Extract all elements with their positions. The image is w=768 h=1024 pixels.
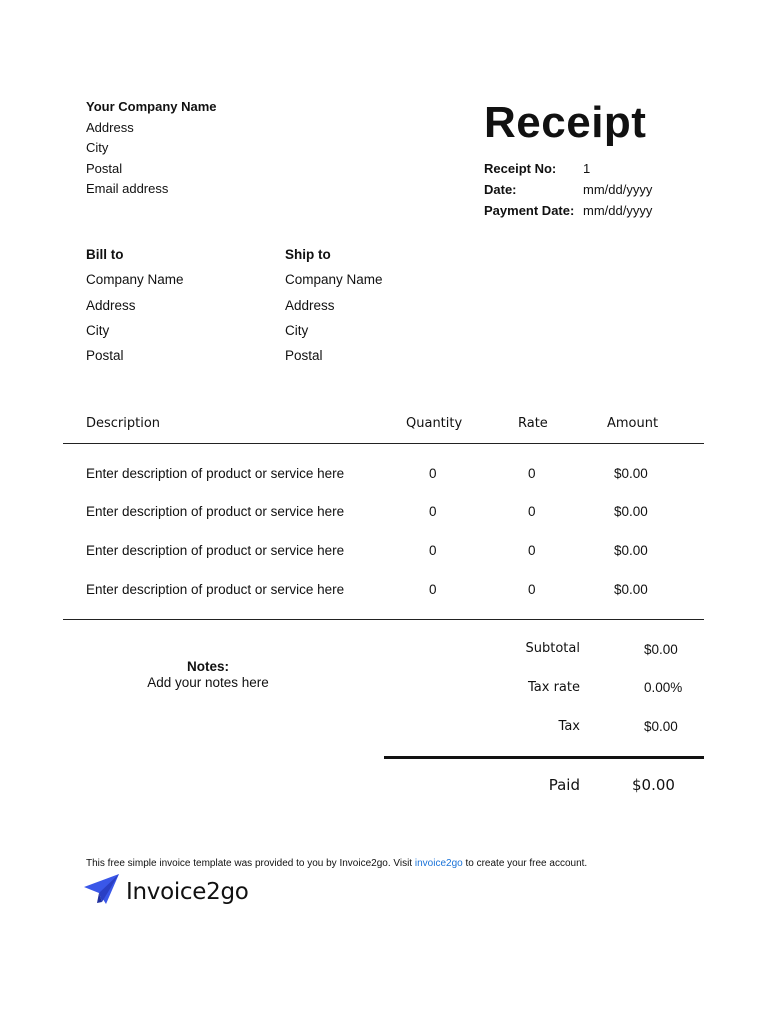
notes-text: Add your notes here	[147, 674, 269, 690]
header-quantity: Quantity	[406, 416, 463, 431]
table-bottom-divider	[63, 619, 704, 620]
paid-divider	[384, 756, 704, 759]
receipt-meta	[484, 158, 652, 221]
row-amount: $0.00	[614, 543, 648, 558]
footer-note	[86, 858, 587, 869]
company-name: Your Company Name	[86, 99, 217, 114]
tax-value: $0.00	[644, 719, 678, 734]
tax-rate-value: 0.00%	[644, 680, 683, 695]
row-description: Enter description of product or service here	[86, 543, 345, 558]
footer-text-after: to create your free account.	[462, 858, 588, 869]
row-amount: $0.00	[614, 504, 648, 519]
bill-to-company: Company Name	[86, 272, 184, 288]
company-block	[86, 97, 217, 200]
company-email: Email address	[86, 181, 169, 196]
bill-to-postal: Postal	[86, 348, 124, 364]
row-quantity: 0	[429, 504, 437, 519]
receipt-no-label: Receipt No:	[484, 161, 557, 176]
bill-to-city: City	[86, 322, 110, 338]
payment-date-row	[484, 200, 652, 221]
row-rate: 0	[528, 543, 536, 558]
receipt-no-row	[484, 158, 652, 179]
paid-label: Paid	[548, 776, 580, 794]
invoice2go-logo	[84, 873, 249, 910]
subtotal-value: $0.00	[644, 642, 678, 657]
row-amount: $0.00	[614, 466, 648, 481]
paid-value: $0.00	[632, 776, 675, 794]
row-quantity: 0	[429, 582, 437, 597]
ship-to-city: City	[285, 322, 309, 338]
header-description: Description	[86, 416, 161, 431]
company-address: Address	[86, 119, 134, 135]
notes-block	[140, 659, 276, 690]
bill-to-block	[86, 242, 184, 368]
bill-to-heading: Bill to	[86, 247, 124, 262]
ship-to-company: Company Name	[285, 272, 383, 288]
date-row	[484, 179, 652, 200]
tax-rate-label: Tax rate	[528, 680, 580, 695]
table-row	[0, 466, 768, 486]
receipt-no-value: 1	[583, 161, 591, 176]
company-city: City	[86, 140, 109, 155]
date-value: mm/dd/yyyy	[583, 182, 653, 197]
page-title: Receipt	[484, 98, 647, 147]
row-rate: 0	[528, 504, 536, 519]
tax-label: Tax	[558, 719, 580, 734]
row-quantity: 0	[429, 466, 437, 481]
row-description: Enter description of product or service here	[86, 466, 345, 481]
header-rate: Rate	[518, 416, 548, 431]
ship-to-postal: Postal	[285, 348, 323, 364]
row-description: Enter description of product or service here	[86, 582, 345, 597]
footer-text-before: This free simple invoice template was provided to you by Invoice2go. Visit	[86, 858, 415, 869]
table-row	[0, 582, 768, 602]
notes-heading: Notes:	[186, 659, 229, 674]
company-postal: Postal	[86, 160, 123, 176]
table-row	[0, 543, 768, 563]
row-quantity: 0	[429, 543, 437, 558]
ship-to-address: Address	[285, 297, 335, 313]
ship-to-heading: Ship to	[285, 247, 331, 262]
row-rate: 0	[528, 582, 536, 597]
table-header-divider	[63, 443, 704, 444]
table-row	[0, 504, 768, 524]
row-description: Enter description of product or service here	[86, 504, 345, 519]
subtotal-label: Subtotal	[525, 641, 580, 656]
row-rate: 0	[528, 466, 536, 481]
ship-to-block	[285, 242, 383, 368]
payment-date-value: mm/dd/yyyy	[583, 203, 653, 218]
row-amount: $0.00	[614, 582, 648, 597]
invoice2go-link[interactable]: invoice2go	[414, 858, 463, 869]
date-label: Date:	[484, 182, 517, 197]
logo-text: Invoice2go	[126, 878, 249, 905]
payment-date-label: Payment Date:	[484, 203, 575, 218]
header-amount: Amount	[607, 416, 659, 431]
bill-to-address: Address	[86, 297, 136, 313]
paper-plane-icon	[84, 873, 120, 910]
